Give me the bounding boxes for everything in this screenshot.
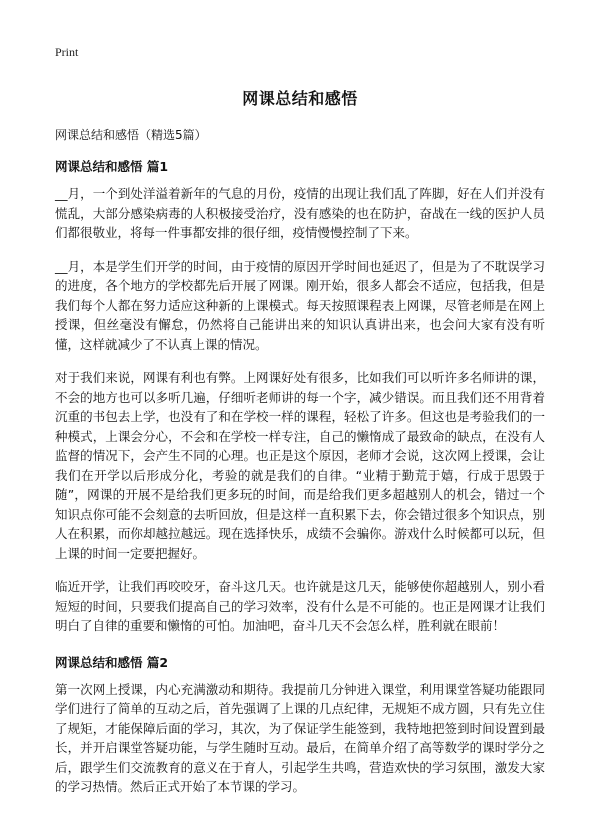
paragraph: 临近开学，让我们再咬咬牙，奋斗这几天。也许就是这几天，能够使你超越别人，别小看短短的时间，只要我们提高自己的学习效率，没有什么是不可能的。也正是网课才让我们明白了自律的重要和懒惰的可怕。加油吧，奋斗几天不会怎么样，胜利就在眼前！: [55, 579, 545, 633]
section-heading: 网课总结和感悟 篇1: [55, 159, 169, 174]
paragraph: __月，本是学生们开学的时间，由于疫情的原因开学时间也延迟了，但是为了不耽误学习的进度，各个地方的学校都先后开展了网课。刚开始，很多人都会不适应，包括我，但是我们每个人都在努力适应这种新的上课模式。每天按照课程表上网课，尽管老师是在网上授课，但丝毫没有懈怠，仍然将自己能讲出来的知识认真讲出来，也会问大家有没有听懂，这样就减少了不认真上课的情况。: [55, 258, 545, 352]
paragraph: 对于我们来说，网课有利也有弊。上网课好处有很多，比如我们可以听许多名师讲的课，不会的地方也可以多听几遍，仔细听老师讲的每一个字，减少错误。而且我们还不用背着沉重的书包去上学，也没有了和在学校一样的课程，轻松了许多。但这也是考验我们的一种模式，上课会分心，不会和在学校一样专注，自己的懒惰成了最致命的缺点，在没有人监督的情况下，会产生不同的心理。也正是这个原因，老师才会说，这次网上授课，会让我们在开学以后形成分化，考验的就是我们的自律。“业精于勤荒于嬉，行成于思毁于随”，网课的开展不是给我们更多玩的时间，而是给我们更多超越别人的机会，错过一个知识点你可能不会刻意的去听回放，但是这样一直积累下去，你会错过很多个知识点，别人在积累，而你却越拉越远。现在选择快乐，成绩不会骗你。游戏什么时候都可以玩，但上课的时间一定要把握好。: [55, 370, 545, 561]
document-subtitle: 网课总结和感悟（精选5篇）: [55, 128, 207, 142]
paragraph: 第一次网上授课，内心充满激动和期待。我提前几分钟进入课堂，利用课堂答疑功能跟同学们进行了简单的互动之后，首先强调了上课的几点纪律，无规矩不成方圆，只有先立住了规矩，才能保障后面的学习，其次，为了保证学生能签到，我特地把签到时间设置到最长，并开启课堂答疑功能，与学生随时互动。最后，在简单介绍了高等数学的课时学分之后，跟学生们交流教育的意义在于育人，引起学生共鸣，营造欢快的学习氛围，激发大家的学习热情。然后正式开始了本节课的学习。: [55, 681, 545, 794]
article-section-2: [55, 654, 545, 797]
section-heading: 网课总结和感悟 篇2: [55, 654, 169, 670]
paragraph: __月，一个到处洋溢着新年的气息的月份，疫情的出现让我们乱了阵脚，好在人们并没有慌乱，大部分感染病毒的人积极接受治疗，没有感染的也在防护，奋战在一线的医护人员们都很敬业，将每一件事都安排的很仔细，疫情慢慢控制了下来。: [55, 186, 545, 240]
article-section-1: [55, 158, 545, 636]
page-title: 网课总结和感悟: [242, 89, 358, 108]
print-link[interactable]: Print: [55, 45, 79, 59]
